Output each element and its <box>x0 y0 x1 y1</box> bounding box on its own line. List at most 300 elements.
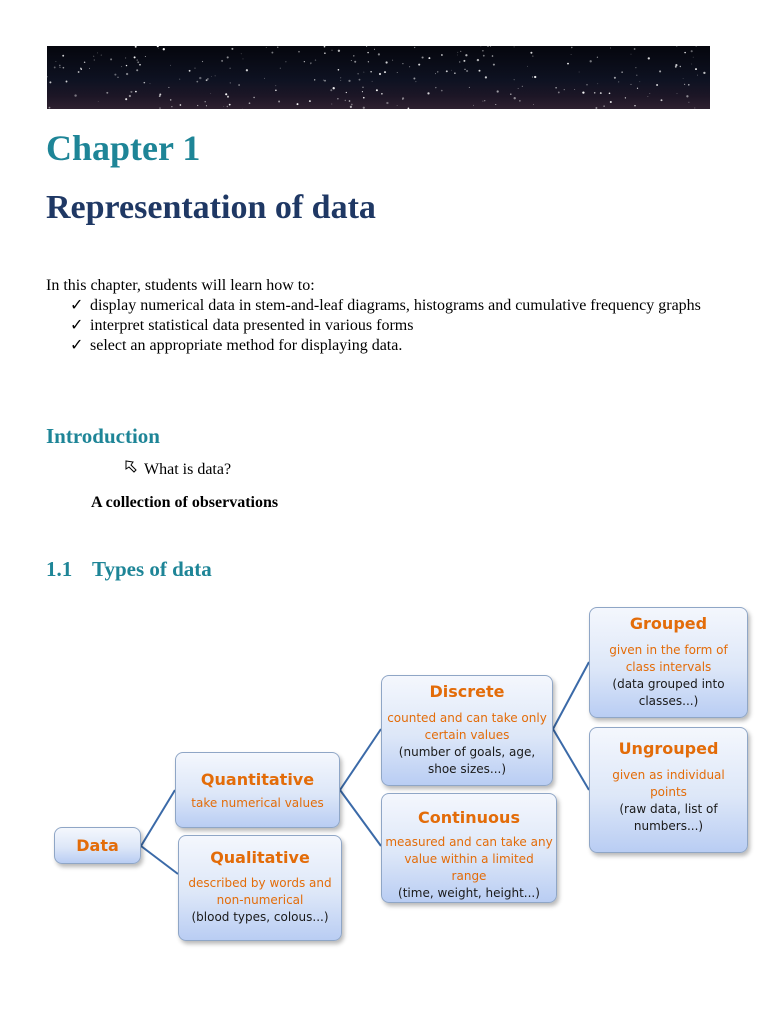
star <box>527 66 528 67</box>
star <box>418 64 420 66</box>
star <box>241 53 242 54</box>
star <box>158 48 159 49</box>
star <box>392 60 393 61</box>
data-node <box>54 827 141 864</box>
section-number: 1.1 <box>46 557 73 581</box>
star <box>324 80 326 82</box>
star <box>465 54 467 56</box>
star <box>469 87 470 88</box>
star <box>227 96 229 98</box>
star <box>610 101 612 103</box>
star <box>195 68 196 69</box>
connector-line <box>553 729 589 790</box>
star <box>495 104 496 105</box>
star <box>579 72 580 73</box>
star <box>359 79 361 81</box>
chapter-title: Representation of data <box>46 189 376 226</box>
star <box>631 84 632 85</box>
star <box>618 81 619 82</box>
star <box>609 92 611 94</box>
star <box>648 57 650 59</box>
node-example: (data grouped into classes...) <box>612 677 725 708</box>
star <box>230 82 231 83</box>
star <box>159 107 160 108</box>
objectives-list <box>70 296 720 356</box>
star <box>340 78 341 79</box>
list-item <box>70 296 720 316</box>
star <box>454 72 455 73</box>
star <box>221 60 223 62</box>
star <box>266 47 267 48</box>
node-example: (blood types, colous...) <box>191 910 329 924</box>
star <box>691 64 692 65</box>
star <box>204 101 205 102</box>
star <box>372 81 373 82</box>
star <box>324 46 326 48</box>
star <box>227 56 229 58</box>
star <box>349 100 351 102</box>
star <box>94 60 95 61</box>
star <box>159 95 161 97</box>
star <box>497 90 499 92</box>
connector-line <box>553 662 589 729</box>
star <box>703 72 705 74</box>
star <box>106 92 108 94</box>
star <box>408 108 410 109</box>
star <box>636 75 637 76</box>
star <box>386 102 388 104</box>
star <box>683 78 684 79</box>
star <box>78 71 80 73</box>
star <box>206 79 208 81</box>
star <box>332 50 333 51</box>
star <box>362 91 363 92</box>
star <box>459 61 460 62</box>
star <box>238 84 240 86</box>
star <box>696 46 697 47</box>
star <box>370 71 371 72</box>
connector-line <box>141 846 178 874</box>
star <box>363 107 365 109</box>
star <box>351 104 353 106</box>
star <box>285 61 286 62</box>
star <box>484 100 485 101</box>
star <box>530 52 532 54</box>
star <box>376 89 378 91</box>
star <box>135 91 137 93</box>
star <box>297 103 299 105</box>
star <box>691 50 693 52</box>
star <box>571 47 572 48</box>
node-example: (time, weight, height...) <box>398 886 540 900</box>
node-title: Data <box>76 836 119 855</box>
star <box>661 99 663 101</box>
star <box>693 57 694 58</box>
quantitative-node <box>175 752 340 828</box>
chapter-number: Chapter 1 <box>46 128 201 168</box>
discrete-node <box>381 675 553 786</box>
ungrouped-node <box>589 727 748 853</box>
star <box>402 99 403 100</box>
star <box>363 97 365 99</box>
star <box>637 88 638 89</box>
star <box>345 100 346 101</box>
star <box>59 65 61 67</box>
star <box>514 46 515 47</box>
star <box>170 65 171 66</box>
star <box>249 102 251 104</box>
star <box>246 69 248 71</box>
star <box>435 73 436 74</box>
star <box>597 83 598 84</box>
star <box>199 77 201 79</box>
node-title: Discrete <box>429 682 505 701</box>
star <box>264 78 265 79</box>
star <box>179 79 180 80</box>
section-title: Types of data <box>92 557 212 581</box>
star <box>350 106 352 108</box>
star <box>634 105 635 106</box>
star <box>656 84 658 86</box>
star <box>437 71 438 72</box>
connector-line <box>340 790 381 846</box>
star <box>414 47 415 48</box>
node-title: Qualitative <box>210 848 310 867</box>
star <box>157 46 159 47</box>
star <box>368 61 369 62</box>
starfield-graphic <box>47 46 710 109</box>
star <box>564 89 565 90</box>
star <box>66 81 68 83</box>
star <box>98 101 99 102</box>
star <box>487 46 488 47</box>
star <box>62 55 64 57</box>
star <box>139 64 141 66</box>
introduction-heading: Introduction <box>46 424 160 448</box>
answer-text: A collection of observations <box>91 494 279 511</box>
star <box>346 92 347 93</box>
node-description: given in the form of class intervals <box>609 643 728 674</box>
qualitative-node <box>178 835 342 941</box>
star <box>463 60 465 62</box>
star <box>464 69 465 70</box>
star <box>688 84 689 85</box>
node-title: Grouped <box>629 614 708 633</box>
star <box>125 57 126 58</box>
node-description: take numerical values <box>191 796 324 810</box>
star <box>197 105 198 106</box>
star <box>680 66 681 67</box>
star <box>514 97 516 99</box>
star <box>648 96 649 97</box>
star <box>649 93 650 94</box>
grouped-node <box>589 607 748 718</box>
star <box>582 91 584 93</box>
star <box>522 86 523 87</box>
star <box>493 64 495 66</box>
star <box>168 87 169 88</box>
star <box>695 68 697 70</box>
star <box>466 70 468 72</box>
star <box>49 81 51 83</box>
star <box>210 93 211 94</box>
star <box>639 81 640 82</box>
star <box>381 93 383 95</box>
intro-lead: In this chapter, students will learn how to: <box>46 277 315 294</box>
star <box>323 80 324 81</box>
star <box>137 61 139 63</box>
star <box>367 52 368 53</box>
star <box>482 50 484 52</box>
star <box>518 88 519 89</box>
star <box>314 79 315 80</box>
star <box>364 72 365 73</box>
star <box>110 58 112 60</box>
star <box>278 101 280 103</box>
question-text: What is data? <box>144 461 232 478</box>
question-line <box>124 460 231 480</box>
star <box>677 93 678 94</box>
node-description: given as individual points <box>612 768 725 799</box>
star <box>694 107 695 108</box>
star <box>215 76 216 77</box>
star <box>126 65 127 66</box>
star <box>676 46 677 47</box>
star <box>374 49 375 50</box>
star <box>428 57 430 59</box>
star <box>457 55 458 56</box>
star <box>275 85 276 86</box>
star <box>422 56 424 58</box>
star <box>170 99 172 101</box>
star <box>202 61 203 62</box>
star <box>49 107 51 109</box>
star <box>485 76 487 78</box>
star <box>231 48 233 50</box>
star <box>126 73 128 75</box>
star <box>130 91 132 93</box>
star <box>229 104 231 106</box>
star <box>117 77 118 78</box>
star <box>634 48 636 50</box>
star <box>675 64 677 66</box>
star <box>492 55 494 57</box>
star <box>519 100 520 101</box>
star <box>490 46 491 47</box>
star <box>586 84 588 86</box>
star <box>567 63 569 65</box>
star <box>413 78 415 80</box>
star <box>477 59 479 61</box>
star <box>483 55 485 57</box>
star <box>275 90 277 92</box>
star <box>93 56 94 57</box>
star <box>590 60 592 62</box>
star <box>481 46 482 47</box>
star <box>136 59 137 60</box>
star <box>457 52 458 53</box>
node-title: Ungrouped <box>618 739 719 758</box>
connector-line <box>340 729 381 790</box>
node-description: counted and can take only certain values <box>387 711 547 742</box>
star <box>415 81 416 82</box>
star <box>159 94 161 96</box>
star <box>163 48 165 50</box>
star <box>150 83 151 84</box>
star <box>686 95 688 97</box>
node-title: Continuous <box>418 808 520 827</box>
star <box>144 82 146 84</box>
star <box>340 80 341 81</box>
star <box>180 104 182 106</box>
star <box>189 70 191 72</box>
star <box>271 52 273 54</box>
node-example: (number of goals, age, shoe sizes...) <box>398 745 536 776</box>
star <box>684 52 685 53</box>
star <box>89 68 90 69</box>
star <box>460 51 461 52</box>
star <box>331 104 332 105</box>
continuous-node <box>381 793 557 903</box>
star <box>473 105 474 106</box>
star <box>129 95 131 97</box>
star <box>337 98 338 99</box>
star <box>574 89 575 90</box>
star <box>145 56 146 57</box>
star <box>97 52 98 53</box>
node-example: (raw data, list of numbers...) <box>619 802 718 833</box>
node-description: described by words and non-numerical <box>188 876 332 907</box>
node-title: Quantitative <box>200 770 315 789</box>
star <box>532 56 533 57</box>
star <box>600 92 602 94</box>
star <box>441 54 443 56</box>
star <box>397 105 398 106</box>
star <box>309 100 311 102</box>
star <box>510 93 511 94</box>
star <box>631 54 632 55</box>
star <box>134 56 136 58</box>
star <box>333 87 335 89</box>
star <box>378 53 380 55</box>
star <box>223 106 224 107</box>
star <box>353 55 354 56</box>
star <box>74 94 76 96</box>
star <box>635 67 636 68</box>
star <box>684 84 685 85</box>
check-mark-icon: ✓ <box>70 317 84 334</box>
star <box>121 66 122 67</box>
star <box>533 104 534 105</box>
star <box>136 69 138 71</box>
star <box>84 61 86 63</box>
star <box>114 74 116 76</box>
star <box>338 69 340 71</box>
star <box>397 72 398 73</box>
star <box>230 68 231 69</box>
star <box>330 89 332 91</box>
star <box>366 46 367 47</box>
star <box>206 105 207 106</box>
check-mark-icon: ✓ <box>70 297 84 314</box>
star <box>227 106 228 107</box>
star <box>427 92 429 94</box>
star <box>171 106 172 107</box>
star <box>386 61 388 63</box>
star <box>482 101 483 102</box>
objective-text: display numerical data in stem-and-leaf diagrams, histograms and cumulative frequency graphs <box>90 297 701 314</box>
section-heading <box>46 556 212 582</box>
star <box>47 76 48 77</box>
star <box>621 71 622 72</box>
node-description: measured and can take any value within a limited range <box>385 835 553 883</box>
star <box>54 66 56 68</box>
star <box>101 55 102 56</box>
star <box>135 46 137 48</box>
star <box>80 68 81 69</box>
star <box>354 61 356 63</box>
star <box>207 78 209 80</box>
star <box>610 48 611 49</box>
header-banner-image <box>47 46 710 109</box>
star <box>338 50 340 52</box>
star <box>315 59 316 60</box>
star <box>451 70 452 71</box>
star <box>298 51 300 53</box>
check-mark-icon: ✓ <box>70 337 84 354</box>
star <box>253 97 254 98</box>
star <box>479 70 481 72</box>
star <box>196 81 198 83</box>
star <box>595 107 597 109</box>
star <box>534 76 536 78</box>
star <box>614 77 616 79</box>
list-item <box>70 336 720 356</box>
star <box>514 79 515 80</box>
star <box>225 93 227 95</box>
star <box>277 47 278 48</box>
star <box>594 92 596 94</box>
star <box>558 91 560 93</box>
star <box>688 102 689 103</box>
star <box>409 66 410 67</box>
star <box>243 59 244 60</box>
star <box>362 87 364 89</box>
star <box>351 60 352 61</box>
star <box>384 71 386 73</box>
star <box>310 62 312 64</box>
star <box>675 66 677 68</box>
star <box>211 76 212 77</box>
list-item <box>70 316 720 336</box>
star <box>125 98 127 100</box>
hand-pointer-icon <box>124 460 144 480</box>
objective-text: select an appropriate method for displaying data. <box>90 337 403 354</box>
star <box>532 76 533 77</box>
star <box>357 73 358 74</box>
star <box>659 70 661 72</box>
star <box>60 67 61 68</box>
star <box>280 68 281 69</box>
star <box>402 63 403 64</box>
star <box>597 57 598 58</box>
star <box>603 105 604 106</box>
star <box>697 75 698 76</box>
star <box>435 87 436 88</box>
star <box>348 80 350 82</box>
star <box>324 52 326 54</box>
star <box>63 67 65 69</box>
